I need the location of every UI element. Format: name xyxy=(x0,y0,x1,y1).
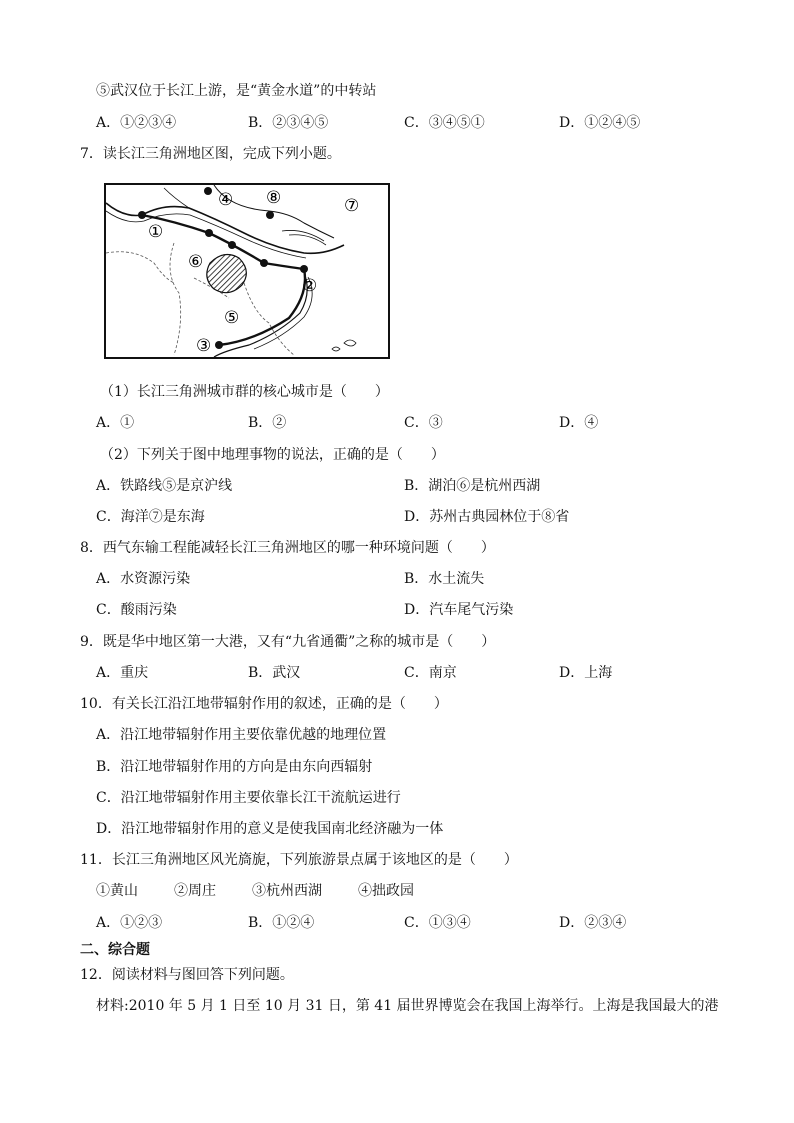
q12-stem: 12．阅读材料与图回答下列问题。 xyxy=(80,967,294,983)
q8-stem: 8．西气东输工程能减轻长江三角洲地区的哪一种环境问题（ ） xyxy=(80,540,495,556)
city-dot xyxy=(138,211,146,219)
q11-option-a[interactable]: A．①②③ xyxy=(96,915,163,931)
q11-item-4: ④拙政园 xyxy=(358,883,414,899)
q8-option-c[interactable]: C．酸雨污染 xyxy=(96,602,177,618)
map-label-3: ③ xyxy=(196,336,212,356)
map-label-4: ④ xyxy=(218,190,234,210)
q10-option-a[interactable]: A．沿江地带辐射作用主要依靠优越的地理位置 xyxy=(96,727,387,743)
map-label-5: ⑤ xyxy=(224,308,240,328)
q6-option-c[interactable]: C．③④⑤① xyxy=(404,115,485,131)
q7-sub1-option-d[interactable]: D．④ xyxy=(559,415,599,431)
city-dot xyxy=(228,241,236,249)
q12-material: 材料:2010 年 5 月 1 日至 10 月 31 日，第 41 届世界博览会在我国上海举行。上海是我国最大的港 xyxy=(96,998,719,1014)
map-label-7: ⑦ xyxy=(344,196,360,216)
q9-option-c[interactable]: C．南京 xyxy=(404,665,457,681)
city-dot xyxy=(300,265,308,273)
q11-option-b[interactable]: B．①②④ xyxy=(248,915,315,931)
q7-sub2-option-b[interactable]: B．湖泊⑥是杭州西湖 xyxy=(404,478,541,494)
city-dot xyxy=(205,229,213,237)
q6-option-b[interactable]: B．②③④⑤ xyxy=(248,115,329,131)
q7-sub2-option-c[interactable]: C．海洋⑦是东海 xyxy=(96,509,205,525)
map-label-1: ① xyxy=(148,222,164,242)
q11-item-2: ②周庄 xyxy=(174,883,216,899)
q7-stem: 7．读长江三角洲地区图，完成下列小题。 xyxy=(80,146,341,162)
q6-option-a[interactable]: A．①②③④ xyxy=(96,115,177,131)
q8-option-b[interactable]: B．水土流失 xyxy=(404,571,485,587)
map-label-8: ⑧ xyxy=(266,188,282,208)
yangtze-delta-map xyxy=(104,183,390,359)
section-title-comprehensive: 二、综合题 xyxy=(80,942,150,958)
q11-option-d[interactable]: D．②③④ xyxy=(559,915,627,931)
q10-option-d[interactable]: D．沿江地带辐射作用的意义是使我国南北经济融为一体 xyxy=(96,821,444,837)
q11-stem: 11．长江三角洲地区风光旖旎，下列旅游景点属于该地区的是（ ） xyxy=(80,852,518,868)
city-dot xyxy=(204,187,212,195)
lake-6 xyxy=(207,254,247,292)
q8-option-a[interactable]: A．水资源污染 xyxy=(96,571,191,587)
q11-item-1: ①黄山 xyxy=(96,883,138,899)
q7-sub1-option-a[interactable]: A．① xyxy=(96,415,135,431)
q7-sub1-stem: （1）长江三角洲城市群的核心城市是（ ） xyxy=(100,384,389,400)
q9-option-a[interactable]: A．重庆 xyxy=(96,665,149,681)
map-label-2: ② xyxy=(302,276,318,296)
q6-option-d[interactable]: D．①②④⑤ xyxy=(559,115,641,131)
q6-item-5: ⑤武汉位于长江上游，是“黄金水道”的中转站 xyxy=(96,83,377,99)
q7-sub1-option-c[interactable]: C．③ xyxy=(404,415,443,431)
q11-option-c[interactable]: C．①③④ xyxy=(404,915,471,931)
q7-sub1-option-b[interactable]: B．② xyxy=(248,415,287,431)
q8-option-d[interactable]: D．汽车尾气污染 xyxy=(404,602,514,618)
q9-option-b[interactable]: B．武汉 xyxy=(248,665,301,681)
q7-sub2-option-a[interactable]: A．铁路线⑤是京沪线 xyxy=(96,478,233,494)
q7-sub2-option-d[interactable]: D．苏州古典园林位于⑧省 xyxy=(404,509,570,525)
q9-option-d[interactable]: D．上海 xyxy=(559,665,613,681)
map-label-6: ⑥ xyxy=(188,252,204,272)
q9-stem: 9．既是华中地区第一大港，又有“九省通衢”之称的城市是（ ） xyxy=(80,634,496,650)
q7-sub2-stem: （2）下列关于图中地理事物的说法，正确的是（ ） xyxy=(100,447,445,463)
city-dot xyxy=(266,211,274,219)
q10-option-c[interactable]: C．沿江地带辐射作用主要依靠长江干流航运进行 xyxy=(96,790,401,806)
city-dot xyxy=(215,341,223,349)
q10-stem: 10．有关长江沿江地带辐射作用的叙述，正确的是（ ） xyxy=(80,696,448,712)
city-dot xyxy=(260,259,268,267)
q11-item-3: ③杭州西湖 xyxy=(252,883,322,899)
q10-option-b[interactable]: B．沿江地带辐射作用的方向是由东向西辐射 xyxy=(96,759,373,775)
